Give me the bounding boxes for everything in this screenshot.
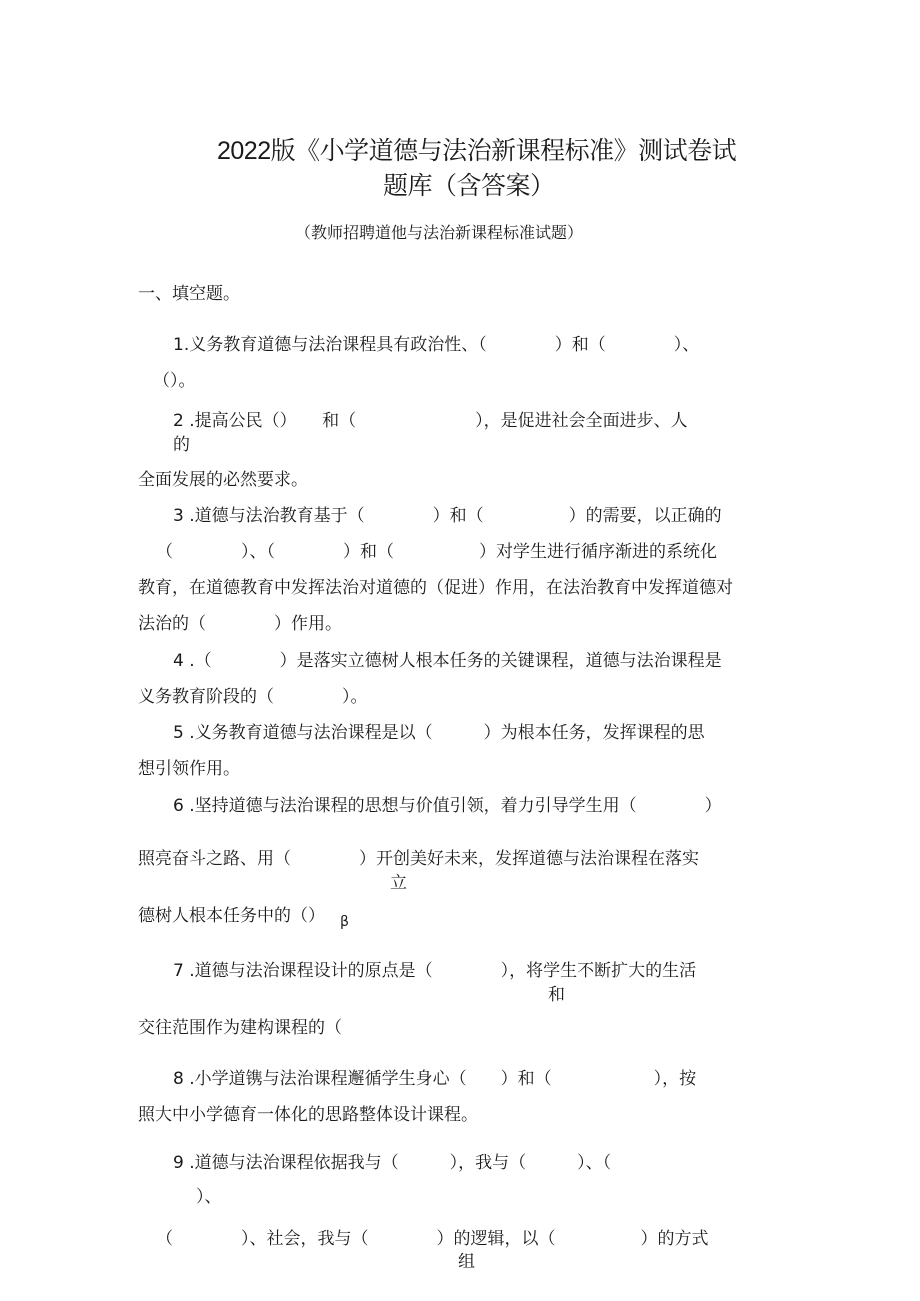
question-2-line3: 全面发展的必然要求。 xyxy=(138,470,308,490)
question-8-line2: 照大中小学德育一体化的思路整体设计课程。 xyxy=(138,1105,478,1125)
question-7-line2: 交往范围作为建构课程的（ xyxy=(138,1018,342,1038)
question-4-line2: 义务教育阶段的（ ）。 xyxy=(138,687,368,707)
question-1-line2: （）。 xyxy=(153,371,196,391)
question-3-line2: （ ）、（ ）和（ ）对学生进行循序渐进的系统化 xyxy=(156,542,717,562)
question-9-line2-wrap: 组 xyxy=(458,1252,475,1272)
document-title-line1: 2022版《小学道德与法治新课程标准》测试卷试 xyxy=(217,137,737,165)
question-5-line1: 5 .义务教育道德与法治课程是以（ ）为根本任务，发挥课程的思 xyxy=(173,723,705,743)
document-subtitle: （教师招聘道他与法治新课程标准试题） xyxy=(295,223,584,242)
question-4-line1: 4 .（ ）是落实立德树人根本任务的关键课程，道德与法治课程是 xyxy=(173,651,722,671)
question-3-line4: 法治的（ ）作用。 xyxy=(138,614,342,634)
question-8-line1: 8 .小学道镌与法治课程邂循学生身心（ ）和（ ），按 xyxy=(173,1069,697,1089)
question-9-line2: （ ）、社会，我与（ ）的逻辑，以（ ）的方式 xyxy=(156,1229,709,1249)
document-title-line2: 题库（含答案） xyxy=(383,172,555,200)
question-6-line2: 照亮奋斗之路、用（ ）开创美好未来，发挥道德与法治课程在落实 xyxy=(138,849,699,869)
question-2-line1: 2 .提高公民（） 和（ ），是促进社会全面进步、人 xyxy=(173,411,688,431)
question-7-line1-wrap: 和 xyxy=(548,985,565,1005)
question-2-line2: 的 xyxy=(173,435,190,455)
question-7-line1: 7 .道德与法治课程设计的原点是（ ），将学生不断扩大的生活 xyxy=(173,961,697,981)
question-3-line3: 教育，在道德教育中发挥法治对道德的（促进）作用，在法治教育中发挥道德对 xyxy=(138,578,733,598)
question-6-line2-wrap: 立 xyxy=(390,873,407,893)
question-6-mark: β xyxy=(340,914,349,930)
question-3-line1: 3 .道德与法治教育基于（ ）和（ ）的需要，以正确的 xyxy=(173,506,722,526)
question-5-line2: 想引领作用。 xyxy=(138,759,240,779)
question-9-line1-wrap: ）、 xyxy=(196,1187,222,1207)
question-6-line1: 6 .坚持道德与法治课程的思想与价值引领，着力引导学生用（ ） xyxy=(173,796,722,816)
question-1-line1: 1.义务教育道德与法治课程具有政治性、（ ）和（ ）、 xyxy=(173,335,700,355)
question-6-line3: 德树人根本任务中的（） xyxy=(138,906,325,926)
question-9-line1: 9 .道德与法治课程依据我与（ ），我与（ ）、（ xyxy=(173,1153,612,1173)
section-heading: 一、填空题。 xyxy=(138,284,240,304)
